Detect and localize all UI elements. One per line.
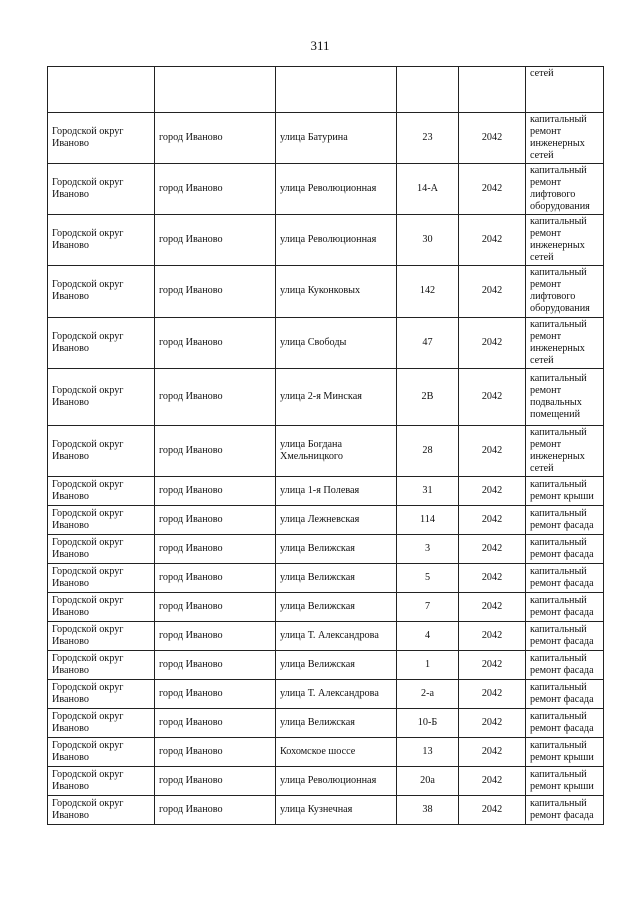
table-row [48, 679, 604, 708]
settlement-cell: город Иваново [155, 679, 276, 708]
house-cell: 4 [397, 621, 459, 650]
street-cell: улица Богдана Хмельницкого [276, 425, 397, 476]
table-row [48, 368, 604, 425]
work-type-cell: капитальный ремонт инженерных сетей [526, 113, 604, 164]
municipality-cell: Городской округ Иваново [48, 266, 155, 317]
work-type-cell: капитальный ремонт подвальных помещений [526, 368, 604, 425]
street-cell: улица Свободы [276, 317, 397, 368]
street-cell: Кохомское шоссе [276, 737, 397, 766]
table-row [48, 164, 604, 215]
municipality-cell: Городской округ Иваново [48, 679, 155, 708]
municipality-cell: Городской округ Иваново [48, 113, 155, 164]
house-cell: 1 [397, 650, 459, 679]
table-row-continued [48, 67, 604, 113]
street-cell: улица Т. Александрова [276, 679, 397, 708]
year-cell: 2042 [459, 534, 526, 563]
table-row [48, 795, 604, 824]
year-cell: 2042 [459, 425, 526, 476]
work-type-cell: сетей [526, 67, 604, 113]
street-cell: улица Велижская [276, 563, 397, 592]
house-cell: 7 [397, 592, 459, 621]
table-row [48, 766, 604, 795]
house-cell: 2-а [397, 679, 459, 708]
settlement-cell: город Иваново [155, 737, 276, 766]
street-cell: улица 2-я Минская [276, 368, 397, 425]
year-cell: 2042 [459, 266, 526, 317]
work-type-cell: капитальный ремонт лифтового оборудования [526, 164, 604, 215]
municipality-cell: Городской округ Иваново [48, 215, 155, 266]
table-row [48, 737, 604, 766]
page-number: 311 [310, 38, 330, 53]
year-cell: 2042 [459, 795, 526, 824]
house-cell: 30 [397, 215, 459, 266]
municipality-cell: Городской округ Иваново [48, 563, 155, 592]
year-cell: 2042 [459, 708, 526, 737]
year-cell: 2042 [459, 737, 526, 766]
settlement-cell: город Иваново [155, 534, 276, 563]
street-cell: улица Велижская [276, 534, 397, 563]
municipality-cell: Городской округ Иваново [48, 164, 155, 215]
table-row [48, 505, 604, 534]
table-row [48, 708, 604, 737]
year-cell: 2042 [459, 563, 526, 592]
municipality-cell [48, 67, 155, 113]
house-cell: 28 [397, 425, 459, 476]
settlement-cell: город Иваново [155, 621, 276, 650]
settlement-cell: город Иваново [155, 708, 276, 737]
table-row [48, 476, 604, 505]
house-cell: 23 [397, 113, 459, 164]
year-cell: 2042 [459, 679, 526, 708]
house-cell: 47 [397, 317, 459, 368]
work-type-cell: капитальный ремонт фасада [526, 621, 604, 650]
house-cell: 5 [397, 563, 459, 592]
settlement-cell: город Иваново [155, 113, 276, 164]
year-cell: 2042 [459, 621, 526, 650]
work-type-cell: капитальный ремонт крыши [526, 476, 604, 505]
table-row [48, 113, 604, 164]
municipality-cell: Городской округ Иваново [48, 708, 155, 737]
work-type-cell: капитальный ремонт инженерных сетей [526, 215, 604, 266]
work-type-cell: капитальный ремонт инженерных сетей [526, 425, 604, 476]
table-row [48, 534, 604, 563]
work-type-cell: капитальный ремонт фасада [526, 650, 604, 679]
settlement-cell: город Иваново [155, 505, 276, 534]
municipality-cell: Городской округ Иваново [48, 505, 155, 534]
year-cell: 2042 [459, 113, 526, 164]
municipality-cell: Городской округ Иваново [48, 650, 155, 679]
settlement-cell: город Иваново [155, 317, 276, 368]
municipality-cell: Городской округ Иваново [48, 476, 155, 505]
year-cell: 2042 [459, 766, 526, 795]
year-cell: 2042 [459, 476, 526, 505]
work-type-cell: капитальный ремонт фасада [526, 563, 604, 592]
house-cell: 10-Б [397, 708, 459, 737]
street-cell: улица Велижская [276, 708, 397, 737]
house-cell: 114 [397, 505, 459, 534]
year-cell: 2042 [459, 215, 526, 266]
municipality-cell: Городской округ Иваново [48, 425, 155, 476]
street-cell: улица Революционная [276, 766, 397, 795]
municipality-cell: Городской округ Иваново [48, 592, 155, 621]
year-cell: 2042 [459, 650, 526, 679]
table-row [48, 266, 604, 317]
street-cell: улица Батурина [276, 113, 397, 164]
house-cell: 142 [397, 266, 459, 317]
settlement-cell: город Иваново [155, 592, 276, 621]
house-cell: 38 [397, 795, 459, 824]
work-type-cell: капитальный ремонт фасада [526, 534, 604, 563]
street-cell: улица Куконковых [276, 266, 397, 317]
settlement-cell: город Иваново [155, 425, 276, 476]
settlement-cell: город Иваново [155, 164, 276, 215]
municipality-cell: Городской округ Иваново [48, 795, 155, 824]
work-type-cell: капитальный ремонт лифтового оборудования [526, 266, 604, 317]
street-cell: улица Велижская [276, 592, 397, 621]
house-cell: 14-А [397, 164, 459, 215]
work-type-cell: капитальный ремонт фасада [526, 505, 604, 534]
work-type-cell: капитальный ремонт фасада [526, 795, 604, 824]
municipality-cell: Городской округ Иваново [48, 534, 155, 563]
municipality-cell: Городской округ Иваново [48, 317, 155, 368]
street-cell: улица Лежневская [276, 505, 397, 534]
year-cell: 2042 [459, 592, 526, 621]
house-cell: 20а [397, 766, 459, 795]
street-cell: улица Революционная [276, 215, 397, 266]
street-cell: улица Революционная [276, 164, 397, 215]
settlement-cell: город Иваново [155, 266, 276, 317]
work-type-cell: капитальный ремонт фасада [526, 592, 604, 621]
year-cell [459, 67, 526, 113]
work-type-cell: капитальный ремонт фасада [526, 679, 604, 708]
year-cell: 2042 [459, 368, 526, 425]
year-cell: 2042 [459, 317, 526, 368]
work-type-cell: капитальный ремонт фасада [526, 708, 604, 737]
settlement-cell: город Иваново [155, 795, 276, 824]
house-cell: 2В [397, 368, 459, 425]
street-cell [276, 67, 397, 113]
table-row [48, 317, 604, 368]
table-row [48, 425, 604, 476]
municipality-cell: Городской округ Иваново [48, 766, 155, 795]
settlement-cell: город Иваново [155, 563, 276, 592]
settlement-cell [155, 67, 276, 113]
settlement-cell: город Иваново [155, 766, 276, 795]
municipality-cell: Городской округ Иваново [48, 368, 155, 425]
settlement-cell: город Иваново [155, 368, 276, 425]
work-type-cell: капитальный ремонт инженерных сетей [526, 317, 604, 368]
street-cell: улица Велижская [276, 650, 397, 679]
table-row [48, 621, 604, 650]
house-cell: 13 [397, 737, 459, 766]
settlement-cell: город Иваново [155, 215, 276, 266]
house-cell: 3 [397, 534, 459, 563]
settlement-cell: город Иваново [155, 650, 276, 679]
year-cell: 2042 [459, 164, 526, 215]
work-type-cell: капитальный ремонт крыши [526, 766, 604, 795]
municipality-cell: Городской округ Иваново [48, 621, 155, 650]
street-cell: улица Кузнечная [276, 795, 397, 824]
repair-schedule-table [47, 66, 604, 825]
house-cell [397, 67, 459, 113]
work-type-cell: капитальный ремонт крыши [526, 737, 604, 766]
table-row [48, 650, 604, 679]
house-cell: 31 [397, 476, 459, 505]
table-row [48, 563, 604, 592]
settlement-cell: город Иваново [155, 476, 276, 505]
street-cell: улица Т. Александрова [276, 621, 397, 650]
table-row [48, 592, 604, 621]
street-cell: улица 1-я Полевая [276, 476, 397, 505]
municipality-cell: Городской округ Иваново [48, 737, 155, 766]
year-cell: 2042 [459, 505, 526, 534]
table-row [48, 215, 604, 266]
